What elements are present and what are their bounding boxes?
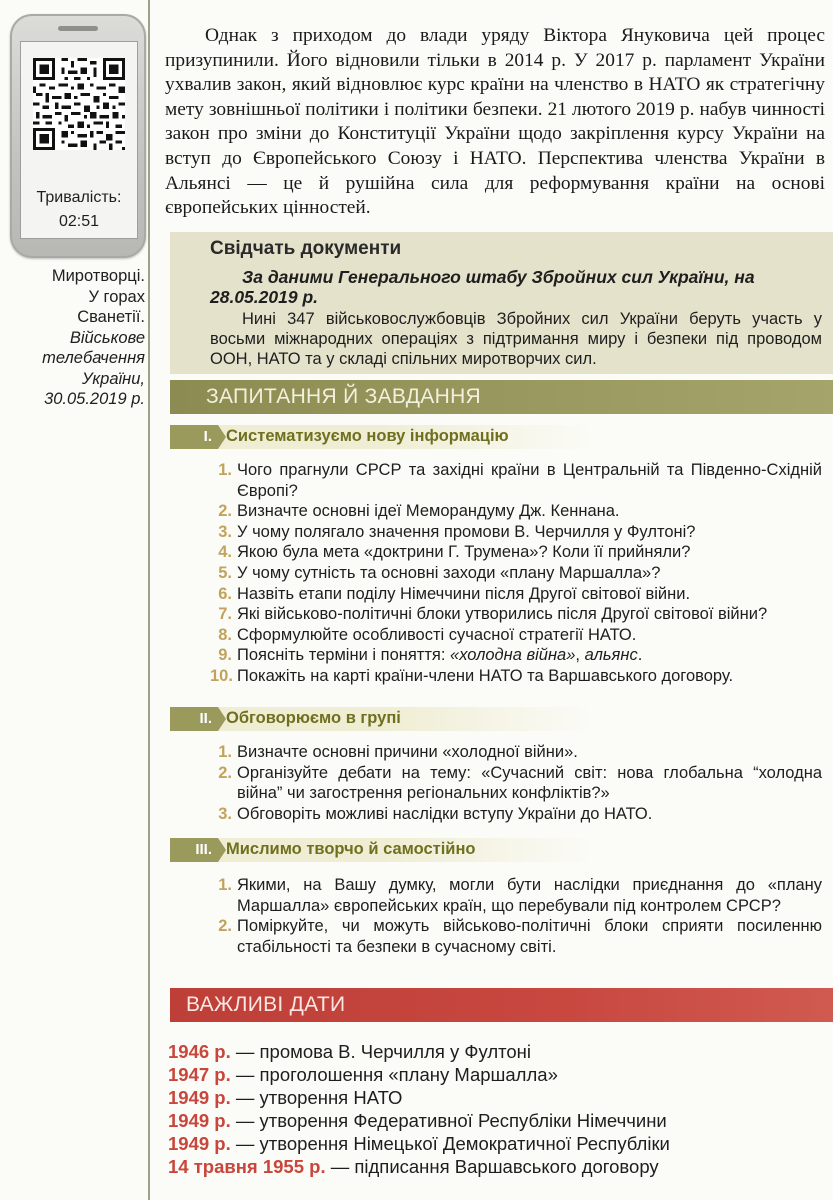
list-item	[210, 742, 822, 763]
date-event: — підписання Варшавського договору	[325, 1156, 659, 1177]
item-number: 5.	[218, 563, 232, 582]
duration-value: 02:51	[58, 213, 100, 230]
sidebar-divider	[148, 0, 150, 1200]
section-title: Систематизуємо нову інформацію	[226, 427, 509, 445]
item-number: 7.	[218, 605, 232, 624]
evidence-title: Свідчать документи	[210, 238, 402, 259]
date-row	[168, 1086, 828, 1109]
section-number: II.	[170, 707, 218, 731]
date-row	[168, 1063, 828, 1086]
phone-speaker	[58, 26, 98, 31]
caption-source-line: України,	[81, 369, 145, 388]
section-head-3	[170, 838, 590, 862]
item-text: Сформулюйте особливості сучасної стратегії НАТО.	[237, 625, 637, 644]
item-text: Покажіть на карті країни-члени НАТО та Варшавського договору.	[237, 666, 734, 685]
date-event: — утворення Федеративної Республіки Німеччини	[230, 1110, 667, 1131]
section-head-2	[170, 707, 590, 731]
date-year: 1947 р.	[168, 1064, 231, 1085]
list-item	[210, 563, 822, 584]
item-number: 1.	[218, 876, 232, 894]
term: альянс	[584, 646, 638, 665]
item-number: 4.	[218, 543, 232, 562]
date-row	[168, 1132, 828, 1155]
questions-header	[170, 380, 833, 414]
evidence-box	[170, 232, 833, 374]
sidebar	[0, 0, 148, 1200]
dates-header	[170, 988, 833, 1022]
item-text: Назвіть етапи поділу Німеччини після Другої світової війни.	[237, 584, 691, 603]
list-item	[210, 916, 822, 957]
date-year: 1949 р.	[168, 1110, 231, 1131]
item-number: 2.	[218, 502, 232, 521]
section-head-1	[170, 425, 590, 449]
date-event: — промова В. Черчилля у Фултоні	[230, 1041, 531, 1062]
item-number: 1.	[218, 743, 232, 761]
list-item	[210, 763, 822, 804]
question-list-1	[210, 460, 822, 687]
item-text: .	[637, 646, 643, 665]
video-caption	[0, 266, 145, 410]
phone-screen	[20, 41, 138, 239]
item-text: Чого прагнули СРСР та західні країни в Центральній та Південно-Східній Європі?	[237, 461, 822, 500]
item-text: Організуйте дебати на тему: «Сучасний світ: нова глобальна “холодна війна” чи загострення регіональних конфліктів?»	[237, 763, 822, 803]
item-text: Які військово-політичні блоки утворились після Другої світової війни?	[237, 605, 768, 624]
caption-source-line: Військове	[69, 328, 145, 347]
item-text: Поясніть терміни і поняття:	[237, 646, 451, 665]
section-number: I.	[170, 425, 218, 449]
item-text: У чому полягало значення промови В. Черчилля у Фултоні?	[237, 522, 696, 541]
question-list-2	[210, 742, 822, 824]
question-list-3	[210, 875, 822, 957]
intro-paragraph: Однак з приходом до влади уряду Віктора Януковича цей процес призупинили. Його відновили тільки в 2014 р. У 2017 р. парламент України ухвалив закон, який відновлює курс країни на членство в НАТО як стратегічну мету зовнішньої політики і політики безпеки. 21 лютого 2019 р. набув чинності закон про зміни до Конституції України щодо закріплення курсу України на вступ до Європейського Союзу і НАТО. Перспектива членства України в Альянсі — це й рушійна сила для реформування країни на основі європейських цінностей.	[165, 25, 825, 219]
item-text: Визначте основні причини «холодної війни».	[237, 743, 578, 761]
date-row	[168, 1040, 828, 1063]
section-title: Обговорюємо в групі	[226, 709, 401, 727]
date-year: 1949 р.	[168, 1087, 231, 1108]
phone-frame	[10, 14, 146, 258]
term: «холодна війна»	[450, 646, 576, 665]
date-event: — утворення НАТО	[230, 1087, 403, 1108]
list-item	[210, 542, 822, 563]
list-item	[210, 666, 822, 687]
duration-label: Тривалість:	[36, 189, 122, 206]
questions-title: ЗАПИТАННЯ Й ЗАВДАННЯ	[206, 385, 482, 408]
dates-title: ВАЖЛИВІ ДАТИ	[186, 993, 346, 1016]
item-number: 3.	[218, 522, 232, 541]
item-number: 1.	[218, 461, 232, 479]
caption-line: Сванетії.	[77, 308, 145, 326]
date-year: 1946 р.	[168, 1041, 231, 1062]
item-text: У чому сутність та основні заходи «плану Маршалла»?	[237, 563, 661, 582]
date-row	[168, 1109, 828, 1132]
date-year: 1949 р.	[168, 1133, 231, 1154]
date-year: 14 травня 1955 р.	[168, 1156, 326, 1177]
caption-line: У горах	[88, 287, 145, 306]
qr-code-icon[interactable]	[33, 58, 125, 150]
date-row	[168, 1155, 828, 1178]
list-item	[210, 645, 822, 666]
item-text: Визначте основні ідеї Меморандуму Дж. Кеннана.	[237, 502, 620, 521]
item-number: 6.	[218, 584, 232, 603]
list-item	[210, 625, 822, 646]
item-number: 8.	[218, 625, 232, 644]
list-item	[210, 584, 822, 605]
section-title: Мислимо творчо й самостійно	[226, 840, 476, 858]
date-event: — проголошення «плану Маршалла»	[230, 1064, 558, 1085]
list-item	[210, 501, 822, 522]
evidence-source: За даними Генерального штабу Збройних сил України, на 28.05.2019 р.	[210, 267, 755, 307]
date-event: — утворення Німецької Демократичної Республіки	[230, 1133, 670, 1154]
caption-source-line: 30.05.2019 р.	[44, 390, 145, 408]
list-item	[210, 804, 822, 825]
evidence-body: Нині 347 військовослужбовців Збройних сил України беруть участь у восьми міжнародних операціях з підтримання миру і безпеки під проводом ООН, НАТО та у складі спільних миротворчих сил.	[210, 310, 822, 368]
item-number: 3.	[218, 804, 232, 823]
separator: ,	[575, 646, 585, 665]
item-number: 9.	[218, 646, 232, 665]
list-item	[210, 604, 822, 625]
item-text: Якою була мета «доктрини Г. Трумена»? Коли її прийняли?	[237, 543, 691, 562]
list-item	[210, 875, 822, 916]
section-number: III.	[170, 838, 218, 862]
item-number: 2.	[218, 917, 232, 936]
item-text: Якими, на Вашу думку, могли бути наслідки приєднання до «плану Маршалла» європейських країн, що перебували під контролем СРСР?	[237, 876, 822, 915]
caption-line: Миротворці.	[51, 267, 145, 285]
caption-source-line: телебачення	[42, 349, 145, 367]
item-text: Обговоріть можливі наслідки вступу України до НАТО.	[237, 804, 653, 823]
list-item	[210, 460, 822, 501]
item-text: Поміркуйте, чи можуть військово-політичні блоки сприяти посиленню стабільності та безпеки в сучасному світі.	[237, 917, 822, 956]
item-number: 2.	[218, 763, 232, 782]
video-duration	[21, 189, 137, 231]
item-number: 10.	[210, 666, 233, 685]
dates-list	[168, 1040, 828, 1178]
list-item	[210, 522, 822, 543]
